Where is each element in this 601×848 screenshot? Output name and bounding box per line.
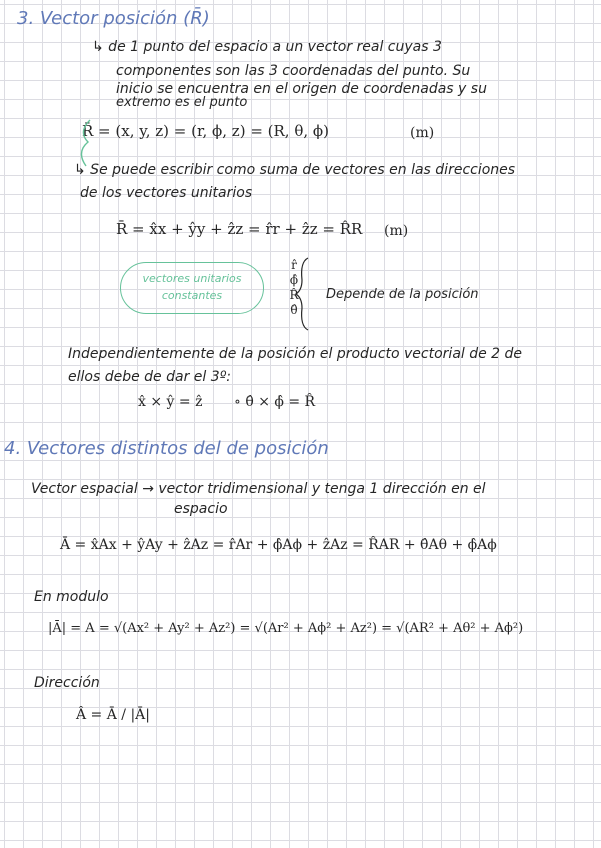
direction-equation: Â = Ā / |Ā| <box>76 707 151 723</box>
unit-vector-sum-unit: (m) <box>384 223 409 239</box>
section-4-title: 4. Vectores distintos del de posición <box>4 438 329 459</box>
green-brace <box>81 120 90 166</box>
spatial-vector-definition-line-1: Vector espacial → vector tridimensional y tenga 1 dirección en el <box>31 481 486 497</box>
spatial-vector-definition-line-2: espacio <box>174 501 228 517</box>
section-3-definition-line-1: ↳ de 1 punto del espacio a un vector real cuyas 3 <box>92 39 442 55</box>
unit-vector-sum-equation: R̄ = x̂x + ŷy + ẑz = r̂r + ẑz = R̂R <box>116 220 363 238</box>
section-3-title: 3. Vector posición (R̄) <box>17 8 210 29</box>
position-vector-equation: R̄ = (x, y, z) = (r, ϕ, z) = (R, θ, ϕ) <box>82 122 329 140</box>
section-3-definition-line-2: componentes son las 3 coordenadas del punto. Su <box>116 63 471 79</box>
unit-vector-phi: ϕ̂ <box>289 273 299 287</box>
independence-line-1: Independientemente de la posición el producto vectorial de 2 de <box>68 346 523 362</box>
module-equation: |Ā| = A = √(Ax² + Ay² + Az²) = √(Ar² + Aϕ² + Az²) = √(AR² + Aθ² + Aϕ²) <box>48 621 524 636</box>
section-3-definition-line-3: inicio se encuentra en el origen de coordenadas y su <box>116 81 487 97</box>
module-label: En modulo <box>34 589 109 605</box>
constant-note-line-2: constantes <box>161 289 223 302</box>
independence-line-2: ellos debe de dar el 3º: <box>68 369 231 385</box>
cross-product-spherical: ∘ θ̂ × ϕ̂ = R̂ <box>234 394 316 410</box>
constant-note-line-1: vectores unitarios <box>142 272 242 285</box>
sum-description-line-1: ↳ Se puede escribir como suma de vectores en las direcciones <box>74 162 516 178</box>
unit-vector-r: r̂ <box>291 258 297 272</box>
curly-brace <box>296 258 308 330</box>
unit-vector-theta: θ̂ <box>290 303 298 317</box>
depends-on-position-label: Depende de la posición <box>326 287 479 302</box>
position-vector-unit: (m) <box>410 125 435 141</box>
unit-vector-R: R̂ <box>289 288 299 302</box>
general-vector-equation: Ā = x̂Ax + ŷAy + ẑAz = r̂Ar + ϕ̂Aϕ + ẑAz = R̂AR + θ̂Aθ + ϕ̂Aϕ <box>60 537 497 553</box>
section-3-definition-line-4: extremo es el punto <box>116 95 248 110</box>
direction-label: Dirección <box>34 675 100 691</box>
sum-description-line-2: de los vectores unitarios <box>80 185 253 201</box>
cross-product-cartesian: x̂ × ŷ = ẑ <box>138 394 203 410</box>
